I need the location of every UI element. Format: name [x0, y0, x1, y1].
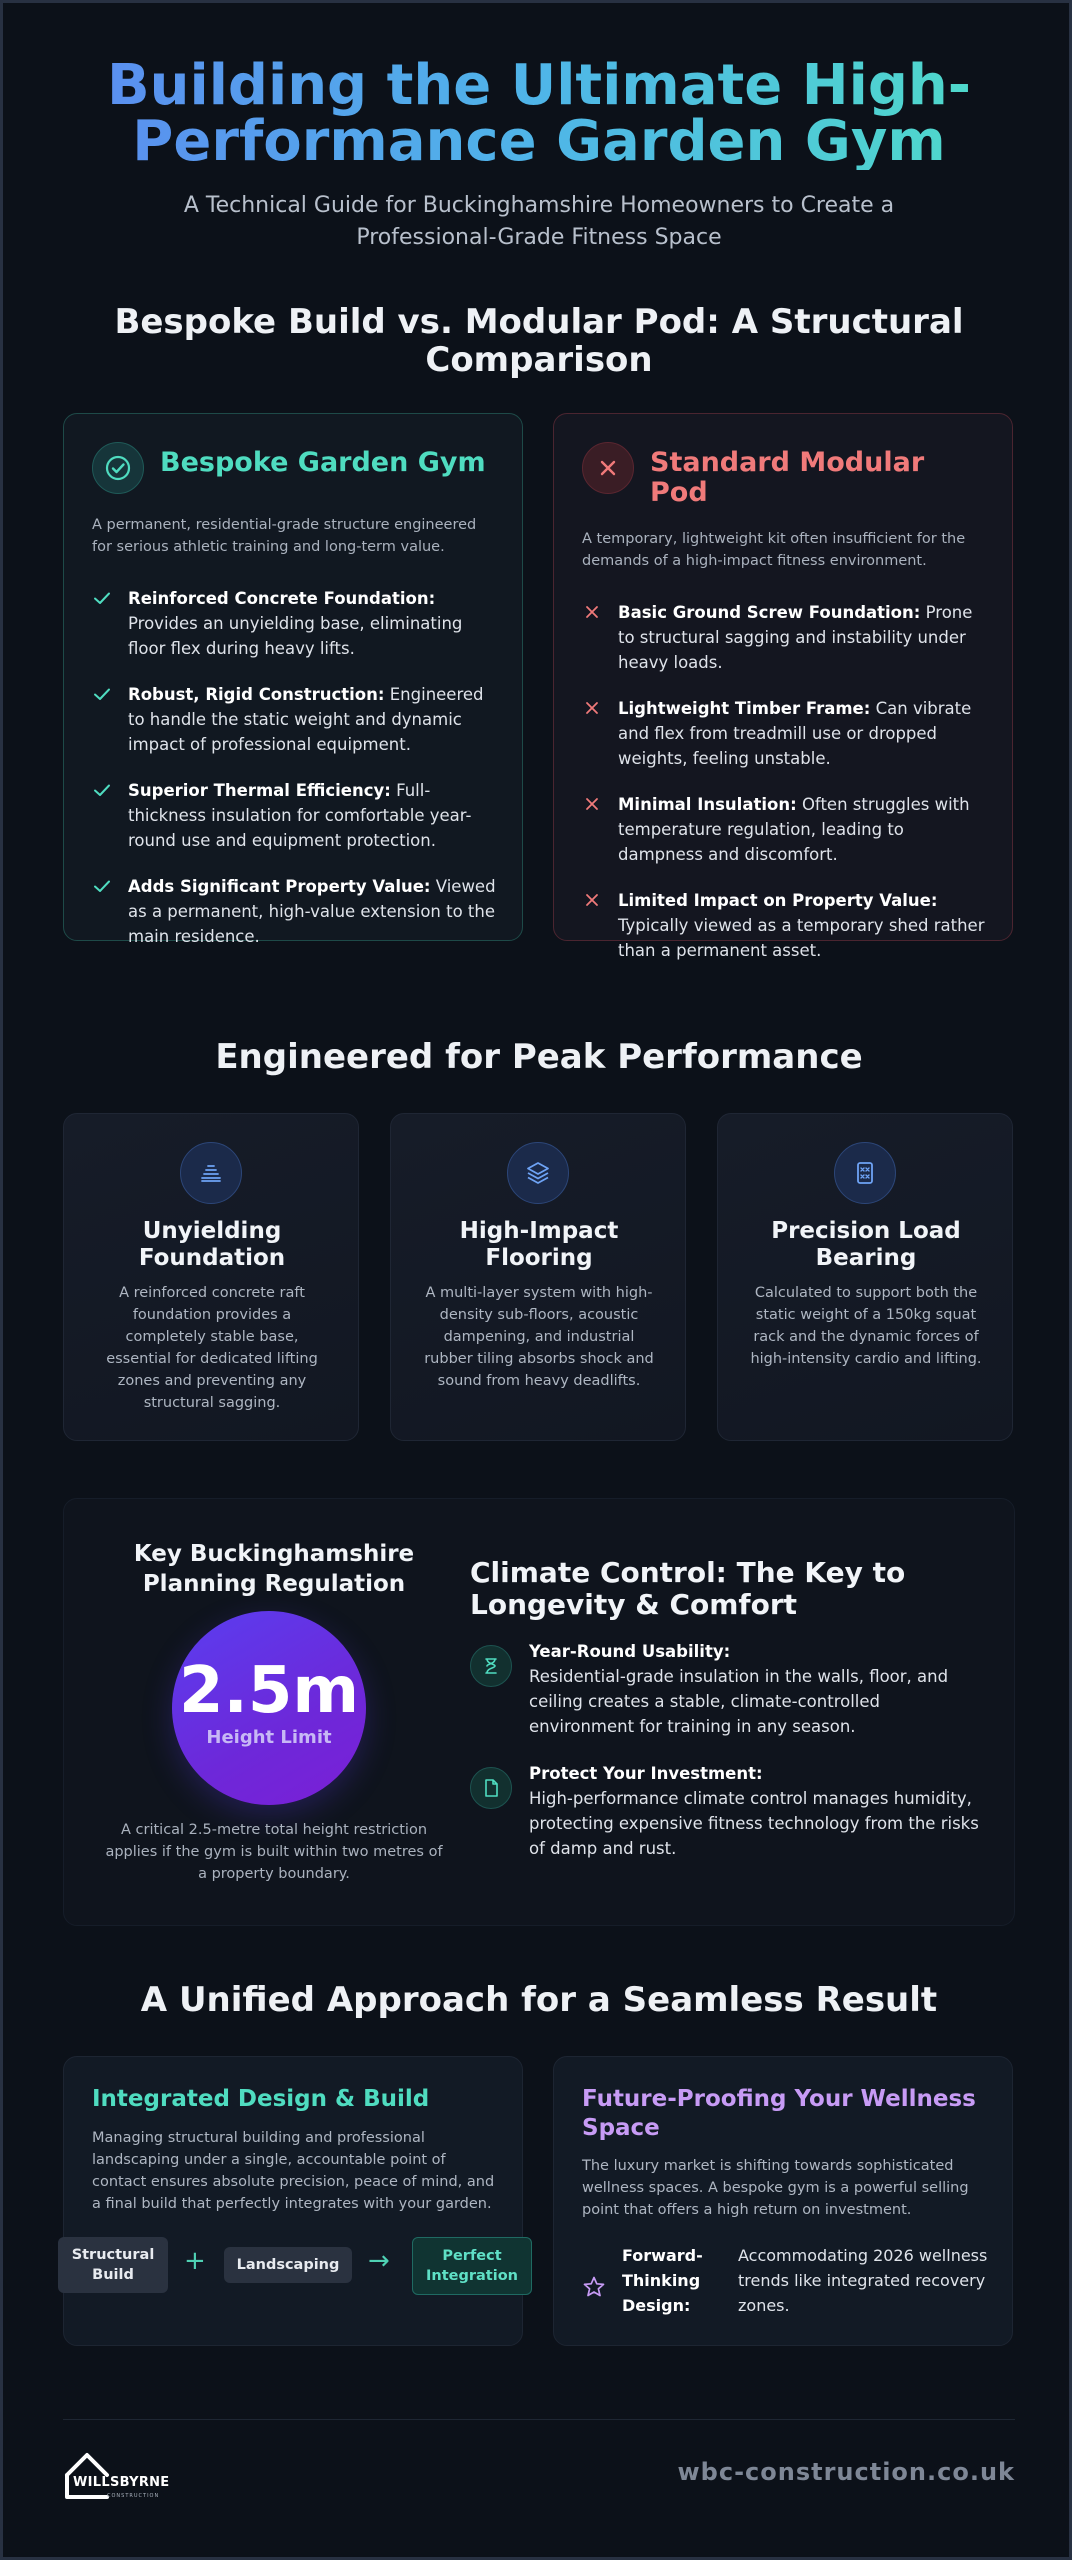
- design-build-text: Managing structural building and professional landscaping under a single, accountable point of contact ensures absolute precision, peace of mind, and a final build that perfectly integrates with your garden.: [92, 2130, 495, 2212]
- future-proofing-text: The luxury market is shifting towards sophisticated wellness spaces. A bespoke gym is a powerful selling point that offers a high return on investment.: [582, 2158, 969, 2218]
- climate-item-text: [529, 1639, 979, 1739]
- feature-title: High-Impact Flooring: [459, 1218, 619, 1271]
- check-icon: [92, 780, 112, 800]
- logo-brand: WILLSBYRNE: [73, 2475, 170, 2490]
- bespoke-description: A permanent, residential-grade structure engineered for serious athletic training and long-term value.: [92, 517, 477, 555]
- feature-text: A reinforced concrete raft foundation provides a completely stable base, essential for dedicated lifting zones and preventing any structural sagging.: [106, 1285, 318, 1411]
- planning-note: A critical 2.5-metre total height restriction applies if the gym is built within two metres of a property boundary.: [105, 1822, 443, 1882]
- design-build-title: Integrated Design & Build: [92, 2086, 430, 2112]
- cross-icon: [582, 698, 602, 718]
- list-item: [92, 874, 502, 949]
- height-limit-label: Height Limit: [206, 1727, 332, 1748]
- cross-icon: [582, 890, 602, 910]
- list-item: [582, 888, 992, 963]
- list-item: [92, 586, 502, 661]
- climate-title: Climate Control: The Key to Longevity & Comfort: [470, 1556, 906, 1621]
- climate-item-text: [529, 1761, 979, 1861]
- chip-landscaping: Landscaping: [224, 2247, 352, 2283]
- check-icon: [92, 588, 112, 608]
- feature-title: Precision Load Bearing: [771, 1218, 961, 1271]
- planning-title: Key Buckinghamshire Planning Regulation: [133, 1541, 415, 1597]
- item-head: Minimal Insulation:: [618, 795, 797, 814]
- modular-description: A temporary, lightweight kit often insufficient for the demands of a high-impact fitness environment.: [582, 531, 966, 569]
- check-icon: [92, 876, 112, 896]
- item-head: Lightweight Timber Frame:: [618, 699, 871, 718]
- list-item: [92, 682, 502, 757]
- item-text: Typically viewed as a temporary shed rather than a permanent asset.: [618, 916, 985, 960]
- list-item: [582, 792, 992, 867]
- load-icon: [834, 1142, 896, 1204]
- climate-item-head: Year-Round Usability:: [529, 1642, 731, 1661]
- document-icon: [470, 1767, 512, 1809]
- footer-divider: [63, 2419, 1015, 2420]
- cross-icon: [582, 602, 602, 622]
- feature-title: Unyielding Foundation: [138, 1218, 286, 1271]
- arrow-right-icon: →: [368, 2246, 390, 2276]
- item-text: Full-thickness insulation for comfortable year-round use and equipment protection.: [128, 781, 472, 850]
- item-text: Viewed as a permanent, high-value extension to the main residence.: [128, 877, 496, 946]
- item-head: Basic Ground Screw Foundation:: [618, 603, 921, 622]
- item-text: Engineered to handle the static weight and dynamic impact of professional equipment.: [128, 685, 484, 754]
- item-head: Adds Significant Property Value:: [128, 877, 431, 896]
- chip-structural-build: Structural Build: [58, 2237, 168, 2293]
- modular-card: [553, 413, 1013, 960]
- bespoke-title: Bespoke Garden Gym: [160, 447, 486, 478]
- height-limit-value: 2.5m: [178, 1654, 360, 1728]
- height-limit-circle: [172, 1611, 366, 1805]
- future-proofing-title: Future-Proofing Your Wellness Space: [582, 2086, 976, 2141]
- modular-title: Standard Modular Pod: [650, 447, 925, 508]
- chip-perfect-integration: Perfect Integration: [412, 2237, 532, 2295]
- planning-climate-panel: [63, 1498, 1015, 1926]
- item-text: Provides an unyielding base, eliminating floor flex during heavy lifts.: [128, 614, 463, 658]
- layers-icon: [507, 1142, 569, 1204]
- feature-card-flooring: [390, 1113, 686, 1441]
- page-title: Building the Ultimate High-Performance Garden Gym: [63, 58, 1015, 170]
- close-circle-icon: [582, 442, 634, 494]
- feature-text: A multi-layer system with high-density sub-floors, acoustic dampening, and industrial rubber tiling absorbs shock and sound from heavy deadlifts.: [424, 1285, 654, 1389]
- climate-item-body: Residential-grade insulation in the walls, floor, and ceiling creates a stable, climate-controlled environment for training in any season.: [529, 1667, 949, 1736]
- feature-card-load: [717, 1113, 1013, 1441]
- future-item-text: Accommodating 2026 wellness trends like integrated recovery zones.: [738, 2246, 988, 2315]
- item-text: Can vibrate and flex from treadmill use or dropped weights, feeling unstable.: [618, 699, 972, 768]
- check-icon: [92, 684, 112, 704]
- item-head: Limited Impact on Property Value:: [618, 891, 938, 910]
- list-item: [582, 696, 992, 771]
- list-item: [92, 778, 502, 853]
- star-icon: [582, 2275, 606, 2299]
- item-head: Reinforced Concrete Foundation:: [128, 589, 436, 608]
- climate-item-head: Protect Your Investment:: [529, 1764, 763, 1783]
- item-text: Often struggles with temperature regulation, leading to dampness and discomfort.: [618, 795, 970, 864]
- feature-card-foundation: [63, 1113, 359, 1441]
- bespoke-card: [63, 413, 523, 946]
- plus-icon: +: [184, 2246, 206, 2276]
- check-circle-icon: [92, 442, 144, 494]
- list-item: [582, 600, 992, 675]
- bespoke-list: [92, 586, 502, 970]
- company-logo[interactable]: [63, 2447, 183, 2507]
- foundation-icon: [180, 1142, 242, 1204]
- item-head: Superior Thermal Efficiency:: [128, 781, 391, 800]
- website-link[interactable]: wbc-construction.co.uk: [677, 2458, 1015, 2486]
- comparison-title: Bespoke Build vs. Modular Pod: A Structural Comparison: [114, 302, 964, 380]
- page-subtitle: A Technical Guide for Buckinghamshire Homeowners to Create a Professional-Grade Fitness Space: [183, 193, 895, 250]
- climate-item-body: High-performance climate control manages humidity, protecting expensive fitness technology from the risks of damp and rust.: [529, 1789, 979, 1858]
- performance-title: Engineered for Peak Performance: [215, 1037, 863, 1077]
- unified-title: A Unified Approach for a Seamless Result: [140, 1980, 938, 2020]
- item-head: Robust, Rigid Construction:: [128, 685, 385, 704]
- future-item-head: Forward-Thinking Design:: [622, 2246, 703, 2315]
- future-proofing-card: [553, 2056, 1013, 2346]
- modular-list: [582, 600, 992, 984]
- item-text: Prone to structural sagging and instability under heavy loads.: [618, 603, 973, 672]
- cross-icon: [582, 794, 602, 814]
- hourglass-icon: [470, 1645, 512, 1687]
- feature-text: Calculated to support both the static weight of a 150kg squat rack and the dynamic forces of high-intensity cardio and lifting.: [750, 1285, 982, 1367]
- design-build-card: [63, 2056, 523, 2346]
- logo-sub: CONSTRUCTION: [107, 2493, 160, 2499]
